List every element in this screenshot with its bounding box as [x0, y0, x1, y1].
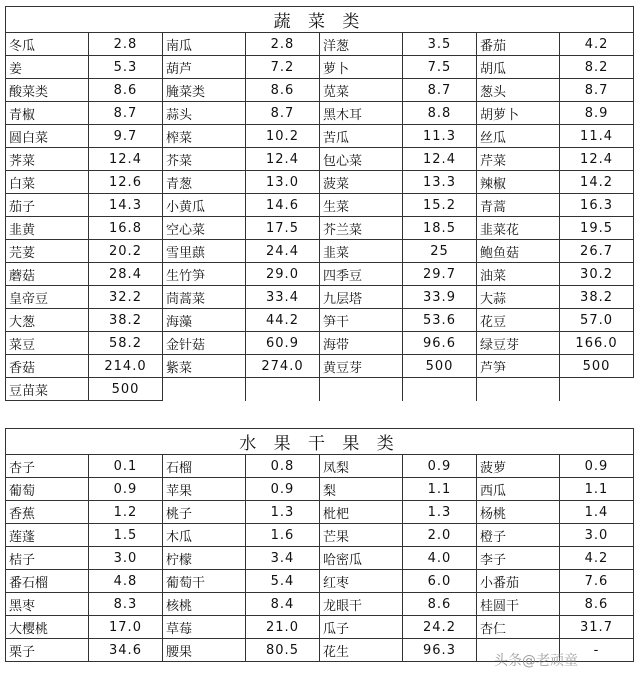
food-name-cell: 木瓜: [163, 524, 246, 547]
purine-value-cell: 8.6: [560, 593, 634, 616]
purine-value-cell: 14.3: [89, 194, 163, 217]
food-name-cell: 芦笋: [477, 355, 560, 378]
purine-value-cell: 2.8: [246, 33, 320, 56]
food-name-cell: 大蒜: [477, 286, 560, 309]
food-name-cell: 花生: [320, 639, 403, 662]
food-name-cell: 黑枣: [6, 593, 89, 616]
purine-value-cell: 17.5: [246, 217, 320, 240]
food-name-cell: 胡瓜: [477, 56, 560, 79]
empty-cell: [246, 378, 320, 401]
purine-value-cell: 16.8: [89, 217, 163, 240]
food-name-cell: 莲蓬: [6, 524, 89, 547]
food-name-cell: 姜: [6, 56, 89, 79]
purine-value-cell: 30.2: [560, 263, 634, 286]
food-name-cell: 番石榴: [6, 570, 89, 593]
table-row: [6, 478, 634, 501]
food-name-cell: 小番茄: [477, 570, 560, 593]
food-name-cell: 大樱桃: [6, 616, 89, 639]
purine-value-cell: 8.7: [403, 79, 477, 102]
food-name-cell: 龙眼干: [320, 593, 403, 616]
purine-value-cell: 1.2: [89, 501, 163, 524]
purine-value-cell: 13.3: [403, 171, 477, 194]
purine-value-cell: 1.6: [246, 524, 320, 547]
food-name-cell: 豆苗菜: [6, 378, 89, 401]
purine-value-cell: 12.4: [560, 148, 634, 171]
food-name-cell: 葱头: [477, 79, 560, 102]
food-name-cell: 芫荽: [6, 240, 89, 263]
food-name-cell: 青葱: [163, 171, 246, 194]
food-name-cell: 哈密瓜: [320, 547, 403, 570]
food-name-cell: 包心菜: [320, 148, 403, 171]
table-row: [6, 194, 634, 217]
purine-value-cell: 13.0: [246, 171, 320, 194]
food-name-cell: 菜豆: [6, 332, 89, 355]
purine-value-cell: 19.5: [560, 217, 634, 240]
food-name-cell: 菠萝: [477, 455, 560, 478]
empty-cell: [477, 378, 560, 401]
purine-value-cell: 0.9: [246, 478, 320, 501]
purine-value-cell: 3.5: [403, 33, 477, 56]
table-row: [6, 240, 634, 263]
purine-value-cell: 0.1: [89, 455, 163, 478]
purine-value-cell: 26.7: [560, 240, 634, 263]
food-name-cell: 鲍鱼菇: [477, 240, 560, 263]
vegetable-purine-table: [5, 6, 634, 401]
food-name-cell: 大葱: [6, 309, 89, 332]
food-name-cell: 黄豆芽: [320, 355, 403, 378]
table-row: [6, 501, 634, 524]
food-name-cell: 绿豆芽: [477, 332, 560, 355]
purine-value-cell: 57.0: [560, 309, 634, 332]
purine-value-cell: 7.2: [246, 56, 320, 79]
table-row: [6, 355, 634, 378]
food-name-cell: 金针菇: [163, 332, 246, 355]
food-name-cell: 葡萄: [6, 478, 89, 501]
purine-value-cell: 10.2: [246, 125, 320, 148]
food-name-cell: 黑木耳: [320, 102, 403, 125]
food-name-cell: 榨菜: [163, 125, 246, 148]
empty-cell: [320, 378, 403, 401]
purine-value-cell: 25: [403, 240, 477, 263]
purine-value-cell: -: [560, 639, 634, 662]
table-row: [6, 332, 634, 355]
food-name-cell: 胡萝卜: [477, 102, 560, 125]
purine-value-cell: 8.9: [560, 102, 634, 125]
food-name-cell: 栗子: [6, 639, 89, 662]
food-name-cell: 柠檬: [163, 547, 246, 570]
food-name-cell: 丝瓜: [477, 125, 560, 148]
food-name-cell: 苦瓜: [320, 125, 403, 148]
purine-value-cell: 16.3: [560, 194, 634, 217]
purine-value-cell: 1.4: [560, 501, 634, 524]
purine-value-cell: 8.6: [89, 79, 163, 102]
purine-value-cell: 58.2: [89, 332, 163, 355]
food-name-cell: 青椒: [6, 102, 89, 125]
purine-value-cell: 3.4: [246, 547, 320, 570]
purine-value-cell: 8.6: [246, 79, 320, 102]
table-row: [6, 79, 634, 102]
purine-value-cell: 0.9: [89, 478, 163, 501]
purine-value-cell: 17.0: [89, 616, 163, 639]
purine-value-cell: 2.8: [89, 33, 163, 56]
purine-value-cell: 18.5: [403, 217, 477, 240]
table-row: [6, 102, 634, 125]
food-name-cell: 韭菜: [320, 240, 403, 263]
purine-value-cell: 53.6: [403, 309, 477, 332]
table-row: [6, 616, 634, 639]
purine-value-cell: 500: [403, 355, 477, 378]
food-name-cell: 瓜子: [320, 616, 403, 639]
table-row: [6, 171, 634, 194]
purine-value-cell: 24.2: [403, 616, 477, 639]
purine-value-cell: 4.2: [560, 33, 634, 56]
purine-value-cell: 33.4: [246, 286, 320, 309]
purine-value-cell: 38.2: [89, 309, 163, 332]
purine-value-cell: 8.7: [560, 79, 634, 102]
food-name-cell: 小黄瓜: [163, 194, 246, 217]
purine-value-cell: 12.4: [246, 148, 320, 171]
purine-value-cell: 166.0: [560, 332, 634, 355]
empty-cell: [403, 378, 477, 401]
food-name-cell: 芒果: [320, 524, 403, 547]
table-row: [6, 524, 634, 547]
section-title-fruits: 水 果 干 果 类: [6, 429, 634, 455]
food-name-cell: 萝卜: [320, 56, 403, 79]
food-name-cell: 雪里蕻: [163, 240, 246, 263]
purine-value-cell: 8.6: [403, 593, 477, 616]
food-name-cell: 生菜: [320, 194, 403, 217]
purine-value-cell: 9.7: [89, 125, 163, 148]
food-name-cell: 茄子: [6, 194, 89, 217]
food-name-cell: 桃子: [163, 501, 246, 524]
purine-value-cell: 8.8: [403, 102, 477, 125]
purine-value-cell: 0.9: [403, 455, 477, 478]
purine-value-cell: 8.7: [246, 102, 320, 125]
purine-value-cell: 11.4: [560, 125, 634, 148]
purine-value-cell: 4.8: [89, 570, 163, 593]
food-name-cell: 枇杷: [320, 501, 403, 524]
food-name-cell: 酸菜类: [6, 79, 89, 102]
purine-value-cell: 29.0: [246, 263, 320, 286]
food-name-cell: 圆白菜: [6, 125, 89, 148]
food-name-cell: 腌菜类: [163, 79, 246, 102]
purine-value-cell: 14.6: [246, 194, 320, 217]
food-name-cell: 草莓: [163, 616, 246, 639]
purine-value-cell: 60.9: [246, 332, 320, 355]
purine-value-cell: 8.2: [560, 56, 634, 79]
table-row: [6, 125, 634, 148]
purine-value-cell: 8.7: [89, 102, 163, 125]
purine-value-cell: 80.5: [246, 639, 320, 662]
purine-value-cell: 12.4: [89, 148, 163, 171]
table-row: [6, 56, 634, 79]
purine-value-cell: 7.6: [560, 570, 634, 593]
purine-value-cell: 32.2: [89, 286, 163, 309]
food-name-cell: 菠菜: [320, 171, 403, 194]
food-name-cell: 紫菜: [163, 355, 246, 378]
purine-value-cell: 20.2: [89, 240, 163, 263]
table-row: [6, 263, 634, 286]
food-name-cell: 生竹笋: [163, 263, 246, 286]
purine-value-cell: 96.3: [403, 639, 477, 662]
food-name-cell: 辣椒: [477, 171, 560, 194]
food-name-cell: 荠菜: [6, 148, 89, 171]
purine-value-cell: 274.0: [246, 355, 320, 378]
purine-value-cell: 4.2: [560, 547, 634, 570]
food-name-cell: 香蕉: [6, 501, 89, 524]
purine-value-cell: 33.9: [403, 286, 477, 309]
table-row: [6, 148, 634, 171]
food-name-cell: 桂圆干: [477, 593, 560, 616]
purine-value-cell: 3.0: [560, 524, 634, 547]
purine-value-cell: 29.7: [403, 263, 477, 286]
purine-value-cell: 5.3: [89, 56, 163, 79]
table-row: [6, 33, 634, 56]
food-name-cell: 海藻: [163, 309, 246, 332]
purine-value-cell: 28.4: [89, 263, 163, 286]
food-name-cell: 青蒿: [477, 194, 560, 217]
purine-value-cell: 1.5: [89, 524, 163, 547]
purine-value-cell: 1.1: [403, 478, 477, 501]
purine-value-cell: 500: [560, 355, 634, 378]
table-row: [6, 570, 634, 593]
purine-value-cell: 12.4: [403, 148, 477, 171]
food-name-cell: 腰果: [163, 639, 246, 662]
watermark: 头条@老顽童: [494, 653, 578, 669]
food-name-cell: 南瓜: [163, 33, 246, 56]
purine-value-cell: 34.6: [89, 639, 163, 662]
food-name-cell: 韭黄: [6, 217, 89, 240]
purine-value-cell: 0.8: [246, 455, 320, 478]
food-name-cell: 韭菜花: [477, 217, 560, 240]
food-name-cell: 葫芦: [163, 56, 246, 79]
food-name-cell: 苹果: [163, 478, 246, 501]
purine-value-cell: 8.4: [246, 593, 320, 616]
food-name-cell: 蘑菇: [6, 263, 89, 286]
food-name-cell: 白菜: [6, 171, 89, 194]
purine-value-cell: 4.0: [403, 547, 477, 570]
food-name-cell: 橙子: [477, 524, 560, 547]
food-name-cell: 石榴: [163, 455, 246, 478]
purine-value-cell: 15.2: [403, 194, 477, 217]
purine-value-cell: 1.1: [560, 478, 634, 501]
table-row: [6, 378, 634, 401]
table-row: [6, 217, 634, 240]
food-name-cell: 葡萄干: [163, 570, 246, 593]
food-name-cell: 花豆: [477, 309, 560, 332]
food-name-cell: 苋菜: [320, 79, 403, 102]
purine-value-cell: 7.5: [403, 56, 477, 79]
empty-cell: [560, 378, 634, 401]
purine-value-cell: 44.2: [246, 309, 320, 332]
food-name-cell: 芹菜: [477, 148, 560, 171]
food-name-cell: 空心菜: [163, 217, 246, 240]
purine-value-cell: 11.3: [403, 125, 477, 148]
food-name-cell: 杏仁: [477, 616, 560, 639]
purine-value-cell: 6.0: [403, 570, 477, 593]
food-name-cell: 冬瓜: [6, 33, 89, 56]
purine-value-cell: 96.6: [403, 332, 477, 355]
section-title-vegetables: 蔬 菜 类: [6, 7, 634, 33]
food-name-cell: 凤梨: [320, 455, 403, 478]
food-name-cell: 杏子: [6, 455, 89, 478]
purine-value-cell: 31.7: [560, 616, 634, 639]
table-row: [6, 547, 634, 570]
food-name-cell: 四季豆: [320, 263, 403, 286]
food-name-cell: 蒜头: [163, 102, 246, 125]
food-name-cell: 梨: [320, 478, 403, 501]
purine-value-cell: 14.2: [560, 171, 634, 194]
food-name-cell: 芥菜: [163, 148, 246, 171]
food-name-cell: 西瓜: [477, 478, 560, 501]
purine-value-cell: 3.0: [89, 547, 163, 570]
food-name-cell: 红枣: [320, 570, 403, 593]
purine-value-cell: 1.3: [403, 501, 477, 524]
food-name-cell: 笋干: [320, 309, 403, 332]
purine-value-cell: 5.4: [246, 570, 320, 593]
table-row: [6, 286, 634, 309]
food-name-cell: 油菜: [477, 263, 560, 286]
food-name-cell: 海带: [320, 332, 403, 355]
purine-value-cell: 214.0: [89, 355, 163, 378]
food-name-cell: 茼蒿菜: [163, 286, 246, 309]
table-row: [6, 593, 634, 616]
fruit-nut-purine-table: [5, 428, 634, 662]
food-name-cell: 九层塔: [320, 286, 403, 309]
table-row: [6, 455, 634, 478]
purine-value-cell: 38.2: [560, 286, 634, 309]
food-name-cell: 洋葱: [320, 33, 403, 56]
purine-value-cell: 500: [89, 378, 163, 401]
food-name-cell: 核桃: [163, 593, 246, 616]
food-name-cell: 李子: [477, 547, 560, 570]
purine-value-cell: 1.3: [246, 501, 320, 524]
food-name-cell: 番茄: [477, 33, 560, 56]
food-name-cell: 杨桃: [477, 501, 560, 524]
food-name-cell: 芥兰菜: [320, 217, 403, 240]
purine-value-cell: 0.9: [560, 455, 634, 478]
empty-cell: [163, 378, 246, 401]
purine-value-cell: 2.0: [403, 524, 477, 547]
food-name-cell: 桔子: [6, 547, 89, 570]
purine-value-cell: 21.0: [246, 616, 320, 639]
purine-value-cell: 24.4: [246, 240, 320, 263]
purine-value-cell: 8.3: [89, 593, 163, 616]
food-name-cell: 香菇: [6, 355, 89, 378]
purine-value-cell: 12.6: [89, 171, 163, 194]
food-name-cell: 皇帝豆: [6, 286, 89, 309]
table-row: [6, 309, 634, 332]
